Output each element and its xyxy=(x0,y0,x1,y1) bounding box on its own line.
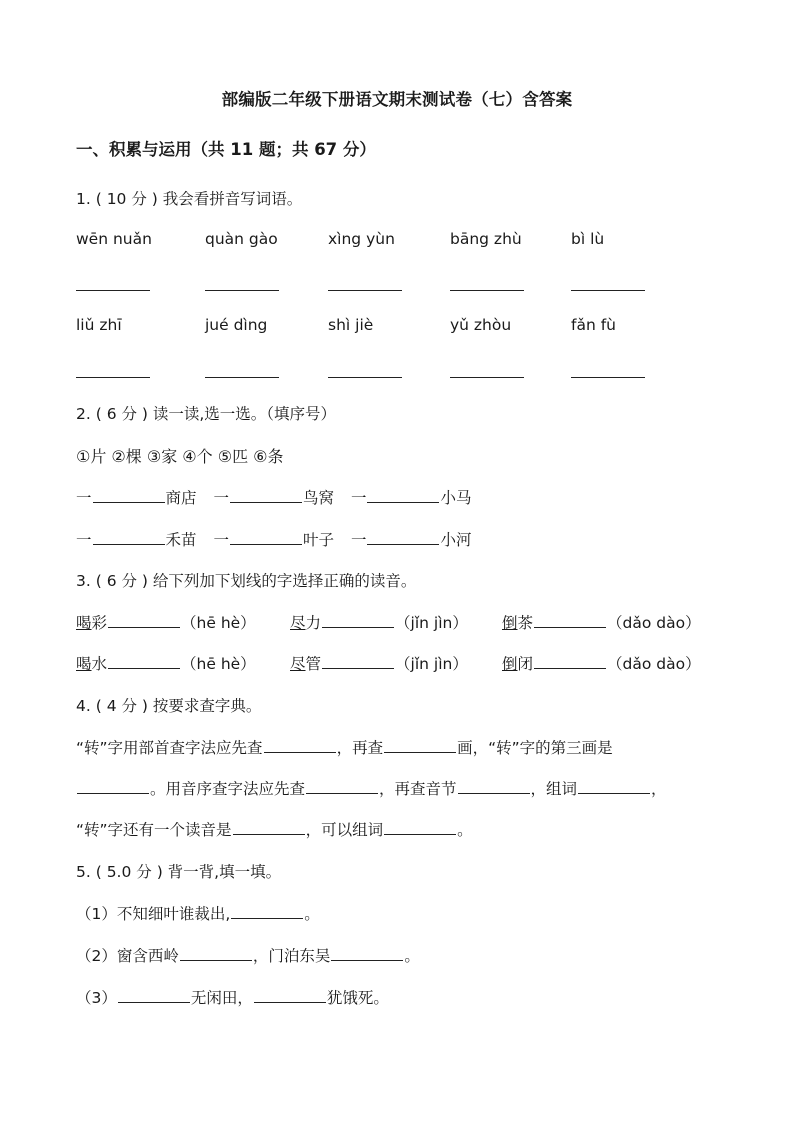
q4-label: 4. ( 4 分 ) 按要求查字典。 xyxy=(76,697,262,715)
answer-blank[interactable] xyxy=(367,488,439,503)
q4-line-1: “转”字用部首查字法应先查 ，再查 画，“转”字的第三画是 xyxy=(76,739,613,757)
underlined-char: 喝 xyxy=(76,614,92,632)
q1-pinyin-3: xìng yùn xyxy=(328,230,395,248)
underlined-char: 倒 xyxy=(502,614,518,632)
answer-blank[interactable] xyxy=(578,779,650,794)
underlined-char: 倒 xyxy=(502,655,518,673)
answer-blank[interactable] xyxy=(77,779,149,794)
pinyin-choices: （jǐn jìn） xyxy=(395,614,468,632)
measure-word-prefix: 一 xyxy=(76,531,92,549)
answer-blank[interactable] xyxy=(322,613,394,628)
answer-blank[interactable] xyxy=(384,738,456,753)
pinyin-choices: （dǎo dào） xyxy=(607,655,701,673)
noun: 小河 xyxy=(440,531,472,549)
q3-item: 倒茶 （dǎo dào） xyxy=(502,614,701,632)
underlined-char: 尽 xyxy=(290,655,306,673)
measure-word-prefix: 一 xyxy=(76,489,92,507)
q3-item: 喝水 （hē hè） xyxy=(76,655,256,673)
q2-row-2 xyxy=(76,528,471,550)
answer-blank[interactable] xyxy=(118,988,190,1003)
q1-pinyin-2: quàn gào xyxy=(205,230,278,248)
q5-item-3: （3） 无闲田， 犹饿死。 xyxy=(76,989,389,1007)
q2-row-1 xyxy=(76,486,471,508)
noun: 禾苗 xyxy=(165,531,197,549)
answer-blank[interactable] xyxy=(328,290,402,291)
answer-blank[interactable] xyxy=(571,377,645,378)
page-title: 部编版二年级下册语文期末测试卷（七）含答案 xyxy=(221,90,573,109)
measure-word-prefix: 一 xyxy=(350,489,367,507)
answer-blank[interactable] xyxy=(230,530,302,545)
answer-blank[interactable] xyxy=(93,530,165,545)
q5-item-2: （2）窗含西岭 ，门泊东吴 。 xyxy=(76,947,420,965)
answer-blank[interactable] xyxy=(534,654,606,669)
answer-blank[interactable] xyxy=(180,946,252,961)
answer-blank[interactable] xyxy=(384,820,456,835)
q4-line-2: 。用音序查字法应先查 ，再查音节 ，组词 ， xyxy=(76,777,667,799)
section-heading: 一、积累与运用（共 11 题；共 67 分） xyxy=(76,140,376,159)
q3-item: 喝彩 （hē hè） xyxy=(76,614,256,632)
answer-blank[interactable] xyxy=(450,290,524,291)
measure-word-prefix: 一 xyxy=(350,531,367,549)
answer-blank[interactable] xyxy=(76,377,150,378)
measure-word-prefix: 一 xyxy=(213,531,229,549)
answer-blank[interactable] xyxy=(306,779,378,794)
q3-item: 尽管 （jǐn jìn） xyxy=(290,655,468,673)
q1-pinyin-5: bì lù xyxy=(571,230,605,248)
q2-label: 2. ( 6 分 ) 读一读,选一选。（填序号） xyxy=(76,405,337,423)
answer-blank[interactable] xyxy=(254,988,326,1003)
answer-blank[interactable] xyxy=(264,738,336,753)
q1-pinyin-6: liǔ zhī xyxy=(76,316,122,334)
q1-label: 1. ( 10 分 ) 我会看拼音写词语。 xyxy=(76,190,303,208)
answer-blank[interactable] xyxy=(233,820,305,835)
q1-pinyin-1: wēn nuǎn xyxy=(76,230,152,248)
answer-blank[interactable] xyxy=(367,530,439,545)
answer-blank[interactable] xyxy=(230,488,302,503)
measure-word-prefix: 一 xyxy=(213,489,229,507)
answer-blank[interactable] xyxy=(331,946,403,961)
answer-blank[interactable] xyxy=(76,290,150,291)
q3-item: 尽力 （jǐn jìn） xyxy=(290,614,468,632)
answer-blank[interactable] xyxy=(328,377,402,378)
q5-label: 5. ( 5.0 分 ) 背一背,填一填。 xyxy=(76,863,282,881)
q1-pinyin-8: shì jiè xyxy=(328,316,374,334)
noun: 鸟窝 xyxy=(302,489,334,507)
noun: 商店 xyxy=(165,489,197,507)
pinyin-choices: （hē hè） xyxy=(181,655,256,673)
noun: 叶子 xyxy=(302,531,334,549)
pinyin-choices: （dǎo dào） xyxy=(607,614,701,632)
q1-pinyin-4: bāng zhù xyxy=(450,230,522,248)
answer-blank[interactable] xyxy=(93,488,165,503)
q3-item: 倒闭 （dǎo dào） xyxy=(502,655,701,673)
pinyin-choices: （jǐn jìn） xyxy=(395,655,468,673)
q2-options: ①片 ②棵 ③家 ④个 ⑤匹 ⑥条 xyxy=(76,447,284,466)
noun: 小马 xyxy=(440,489,472,507)
q3-label: 3. ( 6 分 ) 给下列加下划线的字选择正确的读音。 xyxy=(76,572,417,590)
answer-blank[interactable] xyxy=(231,904,303,919)
answer-blank[interactable] xyxy=(458,779,530,794)
answer-blank[interactable] xyxy=(571,290,645,291)
underlined-char: 喝 xyxy=(76,655,92,673)
q5-item-1: （1）不知细叶谁裁出, 。 xyxy=(76,905,320,923)
answer-blank[interactable] xyxy=(205,290,279,291)
answer-blank[interactable] xyxy=(534,613,606,628)
answer-blank[interactable] xyxy=(450,377,524,378)
answer-blank[interactable] xyxy=(108,613,180,628)
q1-pinyin-7: jué dìng xyxy=(205,316,268,334)
q4-line-3: “转”字还有一个读音是 ，可以组词 。 xyxy=(76,821,473,839)
answer-blank[interactable] xyxy=(205,377,279,378)
answer-blank[interactable] xyxy=(108,654,180,669)
pinyin-choices: （hē hè） xyxy=(181,614,256,632)
q1-pinyin-9: yǔ zhòu xyxy=(450,316,512,334)
answer-blank[interactable] xyxy=(322,654,394,669)
underlined-char: 尽 xyxy=(290,614,306,632)
q1-pinyin-10: fǎn fù xyxy=(571,316,616,334)
